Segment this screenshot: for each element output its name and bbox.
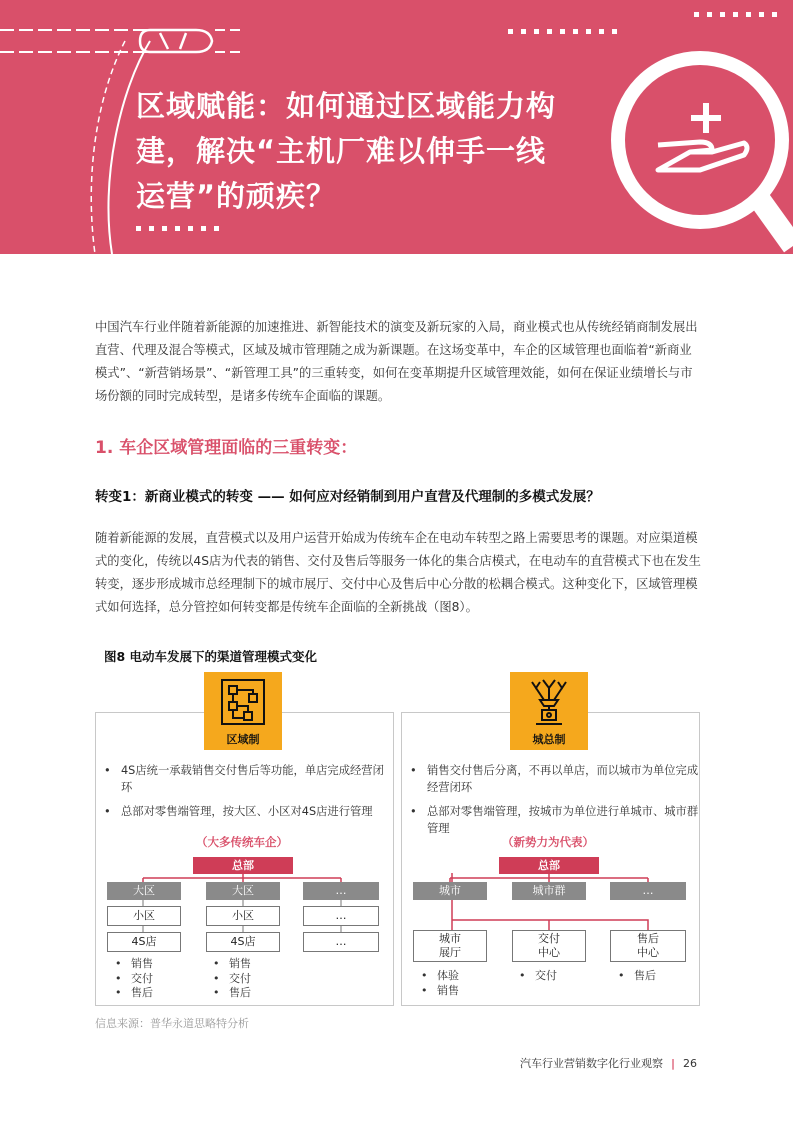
- magnifier-hand-plus-icon: [618, 58, 793, 246]
- right-delivery-functions: [518, 969, 557, 984]
- left-store-box-1: 4S店: [107, 932, 181, 952]
- city-network-icon: [510, 672, 588, 732]
- page-number: 26: [683, 1057, 697, 1070]
- page-footer: [520, 1055, 697, 1071]
- right-bullets: [407, 762, 699, 844]
- left-subregion-box-2: 小区: [206, 906, 280, 926]
- list-item: • 售后: [617, 969, 656, 984]
- right-city-group-box: 城市群: [512, 882, 586, 900]
- header-banner: [0, 0, 793, 254]
- flowchart-icon: [204, 672, 282, 732]
- list-item: • 销售: [114, 957, 153, 972]
- left-region-box-3: …: [303, 882, 379, 900]
- left-region-box-2: 大区: [206, 882, 280, 900]
- right-showroom-functions: [420, 969, 459, 998]
- list-item: • 交付: [518, 969, 557, 984]
- list-item: • 交付: [212, 972, 251, 987]
- left-region-box-1: 大区: [107, 882, 181, 900]
- body-paragraph: 随着新能源的发展，直营模式以及用户运营开始成为传统车企在电动车转型之路上需要思考的课题。对应渠道模式的变化，传统以4S店为代表的销售、交付及售后等服务一体化的集合店模式，在电动车的直营模式下也在发生转变，逐步形成城市总经理制下的城市展厅、交付中心及售后中心分散的松耦合模式。这种变化下，区域管理模式如何选择，总分管控如何转变都是传统车企面临的全新挑战（图8）。: [95, 531, 701, 614]
- footer-separator: |: [670, 1057, 675, 1070]
- title-line-3: 运营”的顽疾？: [136, 179, 337, 213]
- title-line-1: 区域赋能：如何通过区域能力构: [136, 89, 557, 123]
- left-store-functions-1: [114, 957, 153, 1001]
- left-icon-label: 区域制: [226, 733, 260, 746]
- left-hq-box: 总部: [193, 857, 293, 874]
- left-store-box-2: 4S店: [206, 932, 280, 952]
- right-aftersales-functions: [617, 969, 656, 984]
- intro-paragraph: 中国汽车行业伴随着新能源的加速推进、新智能技术的演变及新玩家的入局，商业模式也从传统经销商制发展出直营、代理及混合等模式，区域及城市管理随之成为新课题。在这场变革中，车企的区域管理也面临着“新商业模式”、“新营销场景”、“新管理工具”的三重转变，如何在变革期提升区域管理效能，如何在保证业绩增长与市场份额的同时完成转型，是诸多传统车企面临的课题。: [95, 320, 698, 403]
- right-delivery-box: 交付 中心: [512, 930, 586, 962]
- right-note: （新势力为代表）: [502, 835, 594, 849]
- right-city-box: 城市: [413, 882, 487, 900]
- right-icon-box: [510, 672, 588, 750]
- title-line-2: 建，解决“主机厂难以伸手一线: [136, 134, 547, 168]
- left-subregion-box-1: 小区: [107, 906, 181, 926]
- right-bullet-1: • 销售交付售后分离，不再以单店，而以城市为单位完成经营闭环: [407, 762, 699, 796]
- left-bullets: [101, 762, 391, 827]
- section-title: 1. 车企区域管理面临的三重转变：: [95, 438, 358, 458]
- left-bullet-1: • 4S店统一承载销售交付售后等功能，单店完成经营闭环: [101, 762, 391, 796]
- right-aftersales-box: 售后 中心: [610, 930, 686, 962]
- dots-decoration-mid: [508, 29, 617, 34]
- dots-decoration-bottom: [136, 226, 219, 231]
- source-note: 信息来源：普华永道思略特分析: [95, 1017, 249, 1030]
- left-store-functions-2: [212, 957, 251, 1001]
- list-item: • 交付: [114, 972, 153, 987]
- right-bullet-2: • 总部对零售端管理，按城市为单位进行单城市、城市群管理: [407, 803, 699, 837]
- list-item: • 售后: [212, 986, 251, 1001]
- footer-report-title: 汽车行业营销数字化行业观察: [519, 1057, 663, 1070]
- right-hq-box: 总部: [499, 857, 599, 874]
- sub-title: 转变1：新商业模式的转变 —— 如何应对经销制到用户直营及代理制的多模式发展？: [95, 489, 600, 505]
- right-more-box: …: [610, 882, 686, 900]
- dots-decoration-top: [694, 12, 777, 17]
- car-outline-icon: [140, 30, 212, 52]
- left-icon-box: [204, 672, 282, 750]
- left-subregion-box-3: …: [303, 906, 379, 926]
- list-item: • 售后: [114, 986, 153, 1001]
- left-note: （大多传统车企）: [196, 835, 288, 849]
- right-showroom-box: 城市 展厅: [413, 930, 487, 962]
- list-item: • 销售: [420, 984, 459, 999]
- right-icon-label: 城总制: [532, 733, 566, 746]
- left-bullet-2: • 总部对零售端管理，按大区、小区对4S店进行管理: [101, 803, 391, 820]
- list-item: • 销售: [212, 957, 251, 972]
- list-item: • 体验: [420, 969, 459, 984]
- page-title: [136, 84, 606, 219]
- figure-title: 图8 电动车发展下的渠道管理模式变化: [104, 649, 318, 664]
- left-store-box-3: …: [303, 932, 379, 952]
